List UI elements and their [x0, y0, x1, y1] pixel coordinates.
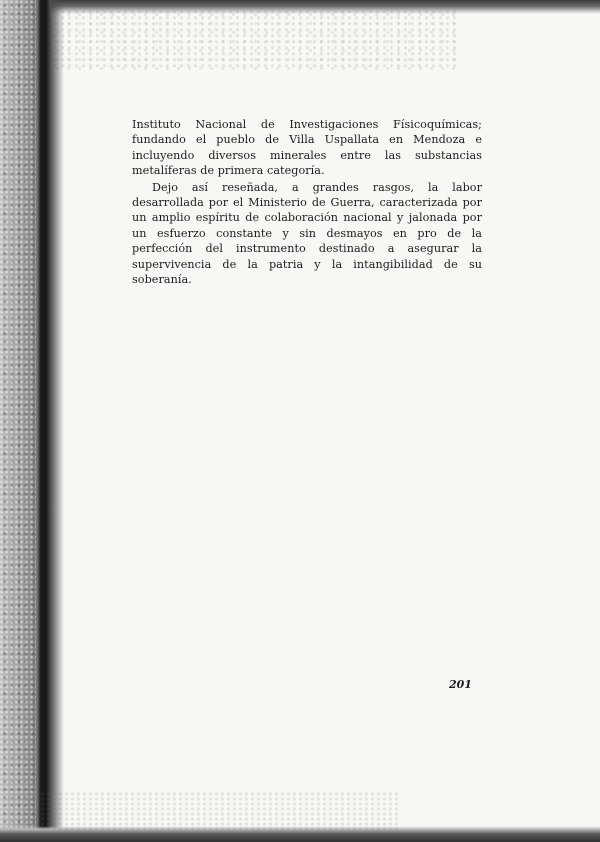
scan-noise-left [0, 0, 36, 842]
scan-noise-bottom [40, 792, 400, 832]
page-number: 201 [449, 678, 472, 691]
scan-noise-top [40, 10, 460, 70]
body-text [132, 117, 482, 287]
paragraph-continuation: Instituto Nacional de Investigaciones Físicoquímicas; fundando el pueblo de Villa Uspallata en Mendoza e incluyendo diversos minerales entre las substancias metalíferas de primera categoría. [132, 118, 482, 178]
paragraph-conclusion: Dejo así reseñada, a grandes rasgos, la labor desarrollada por el Ministerio de Guerra, caracterizada por un amplio espíritu de colaboración nacional y jalonada por un esfuerzo constante y sin desmayos en pro de la perfección del instrumento destinado a asegurar la supervivencia de la patria y la intangibilidad de su soberanía. [132, 180, 482, 287]
